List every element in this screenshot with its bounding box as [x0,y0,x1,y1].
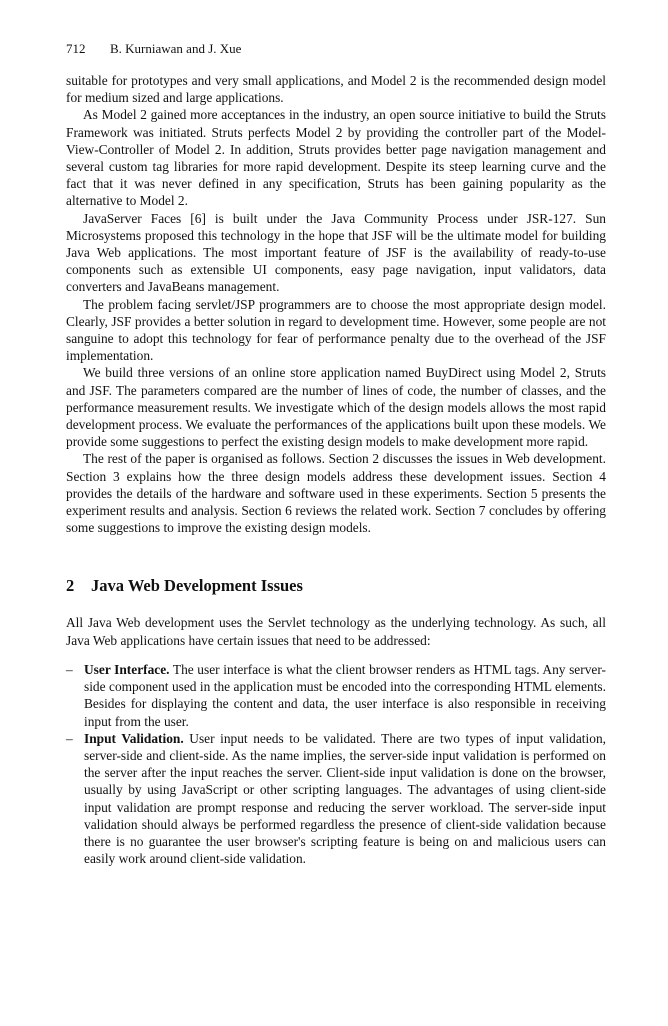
section-intro-paragraph: All Java Web development uses the Servlet technology as the underlying technology. As such, all Java Web applications have certain issues that need to be addressed: [66,615,606,648]
page-number: 712 [66,41,86,56]
dash-bullet: – [66,730,73,746]
section-number: 2 [66,576,75,596]
issue-list [66,661,606,867]
body-paragraph: The problem facing servlet/JSP programmers are to choose the most appropriate design model. Clearly, JSF provides a better solution in regard to development time. However, some people are not sanguine to adopt this technology for fear of performance penalty due to the overhead of the JSF implementation. [66,296,606,364]
list-item-term: User Interface. [84,661,170,677]
running-head [66,40,606,58]
body-paragraph: JavaServer Faces [6] is built under the Java Community Process under JSR-127. Sun Microsystems proposed this technology in the hope that JSF will be the ultimate model for building Java Web applications. The most important feature of JSF is the availability of ready-to-use components such as extensible UI components, easy page navigation, input validators, data converters and JavaBeans management. [66,210,606,295]
section-heading [66,576,606,596]
list-item-term: Input Validation. [84,730,184,746]
body-paragraph: The rest of the paper is organised as follows. Section 2 discusses the issues in Web development. Section 3 explains how the three design models address these development issues. Section 4 provides the details of the hardware and software used in these experiments. Section 5 presents the experiment results and analysis. Section 6 reviews the related work. Section 7 concludes by offering some suggestions to improve the existing design models. [66,451,606,536]
list-item-text: The user interface is what the client browser renders as HTML tags. Any server-side component used in the application must be encoded into the corresponding HTML elements. Besides for displaying the content and data, the user interface is also responsible in receiving input from the user. [84,661,606,729]
running-head-authors: B. Kurniawan and J. Xue [110,41,242,56]
body-paragraph: As Model 2 gained more acceptances in the industry, an open source initiative to build the Struts Framework was initiated. Struts perfects Model 2 by providing the controller part of the Model-View-Controller of Model 2. In addition, Struts provides better page navigation management and several custom tag libraries for more rapid development. Despite its steep learning curve and the fact that it was never defined in any specification, Struts has been gaining popularity as the alternative to Model 2. [66,107,606,209]
dash-bullet: – [66,661,73,677]
list-item [66,730,606,868]
body-paragraph: suitable for prototypes and very small applications, and Model 2 is the recommended design model for medium sized and large applications. [66,73,606,106]
body-paragraph: We build three versions of an online store application named BuyDirect using Model 2, Struts and JSF. The parameters compared are the number of lines of code, the number of classes, and the performance measurement results. We investigate which of the design models allows the most rapid development process. We evaluate the performances of the applications built upon these models. We provide some suggestions to perfect the existing design models to make development more rapid. [66,365,606,450]
paper-page [66,40,606,867]
list-item-text: User input needs to be validated. There are two types of input validation, server-side and client-side. As the name implies, the server-side input validation is performed on the server after the input reaches the server. Client-side input validation is done on the browser, usually by using JavaScript or other scripting languages. The advantages of using client-side input validation are prompt response and reducing the server workload. The server-side input validation should always be performed regardless the presence of client-side validation because there is no guarantee the user browser's scripting feature is being on and malicious users can easily work around client-side validation. [84,730,606,867]
list-item [66,661,606,730]
section-title: Java Web Development Issues [91,576,303,596]
